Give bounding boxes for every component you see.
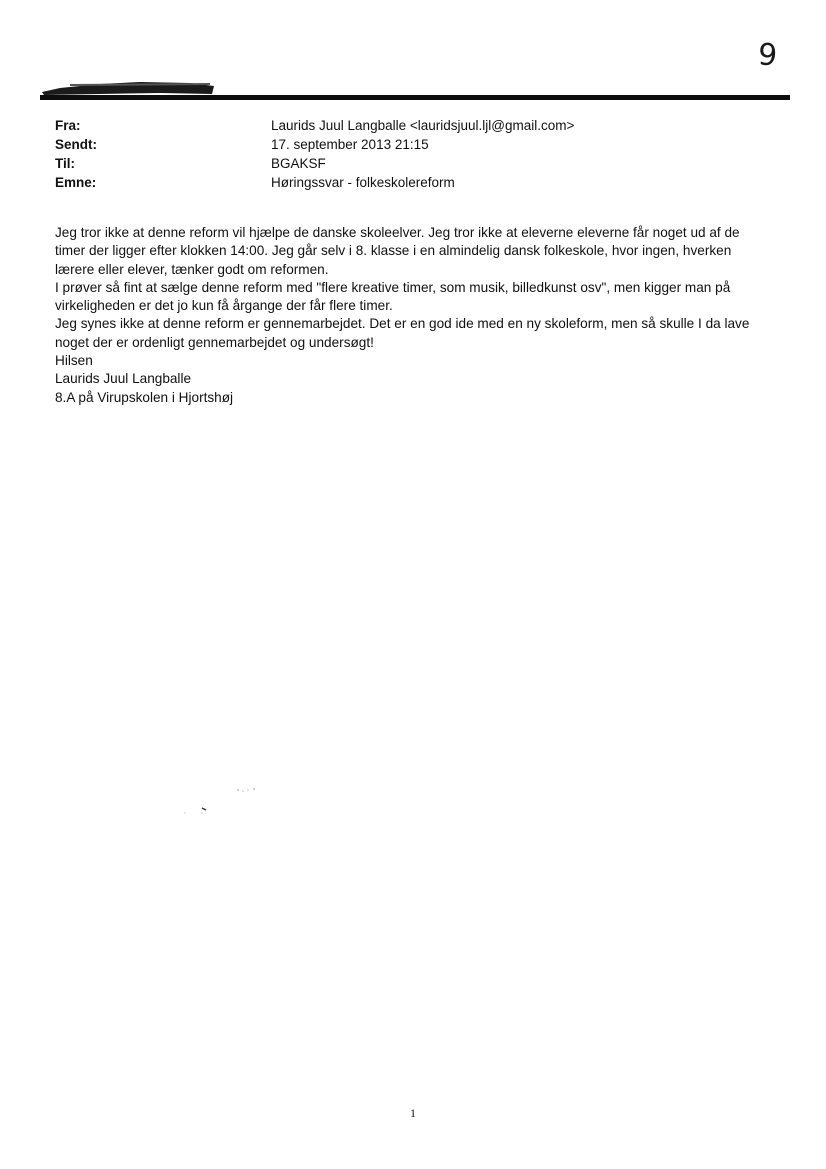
signature-name: Laurids Juul Langballe bbox=[55, 371, 192, 387]
handwritten-page-number: 9 bbox=[756, 37, 779, 74]
subject-label: Emne: bbox=[55, 175, 97, 190]
body-line: virkeligheden er det jo kun få årgange der får flere timer. bbox=[55, 298, 393, 314]
sent-row bbox=[55, 135, 655, 154]
header-divider bbox=[40, 95, 790, 100]
redaction-mark bbox=[40, 78, 216, 95]
message-body bbox=[55, 224, 777, 407]
footer-page-number: 1 bbox=[410, 1106, 416, 1120]
sent-value: 17. september 2013 21:15 bbox=[271, 137, 429, 152]
to-value: BGAKSF bbox=[271, 156, 326, 171]
from-label: Fra: bbox=[55, 118, 81, 133]
subject-row bbox=[55, 173, 655, 192]
body-line: I prøver så fint at sælge denne reform med "flere kreative timer, som musik, billedkunst osv", men kigger man på bbox=[55, 279, 731, 295]
signature-school: 8.A på Virupskolen i Hjortshøj bbox=[55, 389, 234, 405]
to-label: Til: bbox=[55, 156, 75, 171]
email-header bbox=[55, 116, 655, 192]
from-row bbox=[55, 116, 655, 135]
to-row bbox=[55, 154, 655, 173]
subject-value: Høringssvar - folkeskolereform bbox=[271, 175, 455, 190]
greeting: Hilsen bbox=[55, 353, 93, 369]
from-value: Laurids Juul Langballe <lauridsjuul.ljl@gmail.com> bbox=[271, 118, 575, 133]
body-line: Jeg tror ikke at denne reform vil hjælpe de danske skoleelver. Jeg tror ikke at eleverne eleverne får noget ud af de bbox=[55, 225, 740, 240]
sent-label: Sendt: bbox=[55, 137, 97, 152]
body-line: Jeg synes ikke at denne reform er gennemarbejdet. Det er en god ide med en ny skoleform, men så skulle I da lave bbox=[55, 316, 750, 332]
body-line: lærere eller elever, tænker godt om reformen. bbox=[55, 261, 329, 277]
scan-noise bbox=[150, 780, 280, 820]
body-line: noget der er ordenligt gennemarbejdet og undersøgt! bbox=[55, 334, 374, 350]
body-line: timer der ligger efter klokken 14:00. Jeg går selv i 8. klasse i en almindelig dansk folkeskole, hvor ingen, hverken bbox=[55, 243, 732, 259]
